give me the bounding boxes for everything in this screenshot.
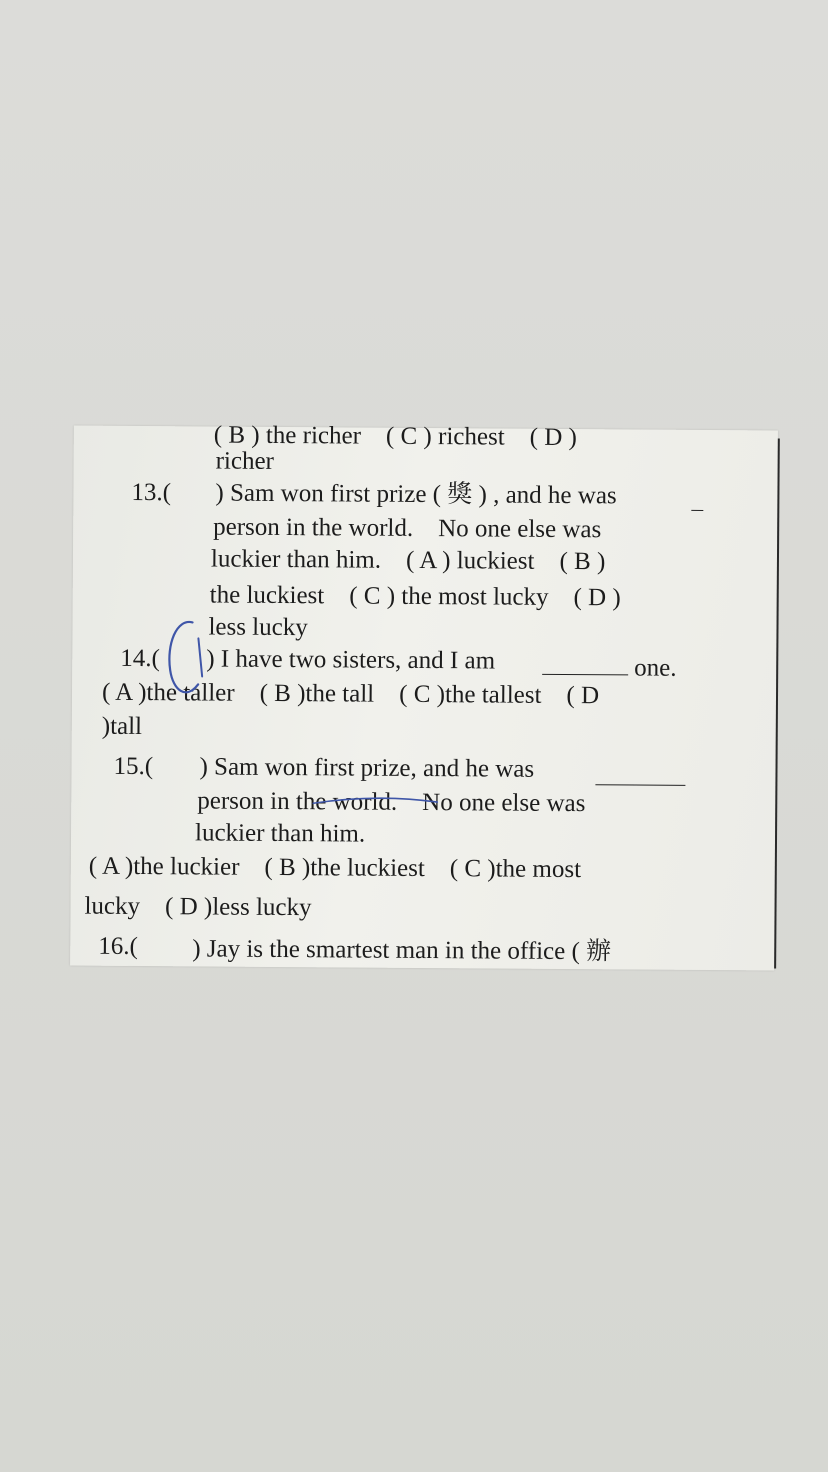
- cut-off-line: ( B ) the richer ( C ) richest ( D ): [213, 421, 577, 452]
- q15-number: 15.(: [113, 752, 154, 781]
- q13-number: 13.(: [131, 478, 172, 507]
- q14-blank: [542, 674, 628, 676]
- q15-line3: luckier than him.: [194, 819, 366, 848]
- q15-line4: ( A )the luckier ( B )the luckiest ( C )the most: [88, 852, 582, 884]
- q15-line5: lucky ( D )less lucky: [84, 892, 312, 922]
- q15-blank: [595, 784, 685, 786]
- worksheet-paper: [70, 421, 778, 971]
- q16-line1: ) Jay is the smartest man in the office ( 辦: [192, 935, 612, 966]
- q16-number: 16.(: [98, 932, 138, 961]
- q14-number: 14.(: [120, 644, 160, 673]
- q13-line2: person in the world. No one else was: [213, 513, 602, 544]
- q13-line5: less lucky: [208, 613, 308, 642]
- q14-line2: ( A )the taller ( B )the tall ( C )the tallest ( D: [101, 678, 600, 710]
- q13-line1: ) Sam won first prize ( 獎 ) , and he was: [215, 479, 617, 510]
- q14-line1-pre: ) I have two sisters, and I am: [206, 645, 496, 675]
- q14-line3: )tall: [101, 712, 143, 741]
- q13-blank: [691, 510, 703, 511]
- q15-line1: ) Sam won first prize, and he was: [199, 753, 535, 783]
- q14-line1-post: one.: [634, 654, 677, 682]
- q13-line4: the luckiest ( C ) the most lucky ( D ): [209, 581, 621, 612]
- q15-line2: person in the world. No one else was: [197, 787, 586, 818]
- option-line-richer: richer: [215, 447, 275, 475]
- q13-line3: luckier than him. ( A ) luckiest ( B ): [210, 545, 606, 576]
